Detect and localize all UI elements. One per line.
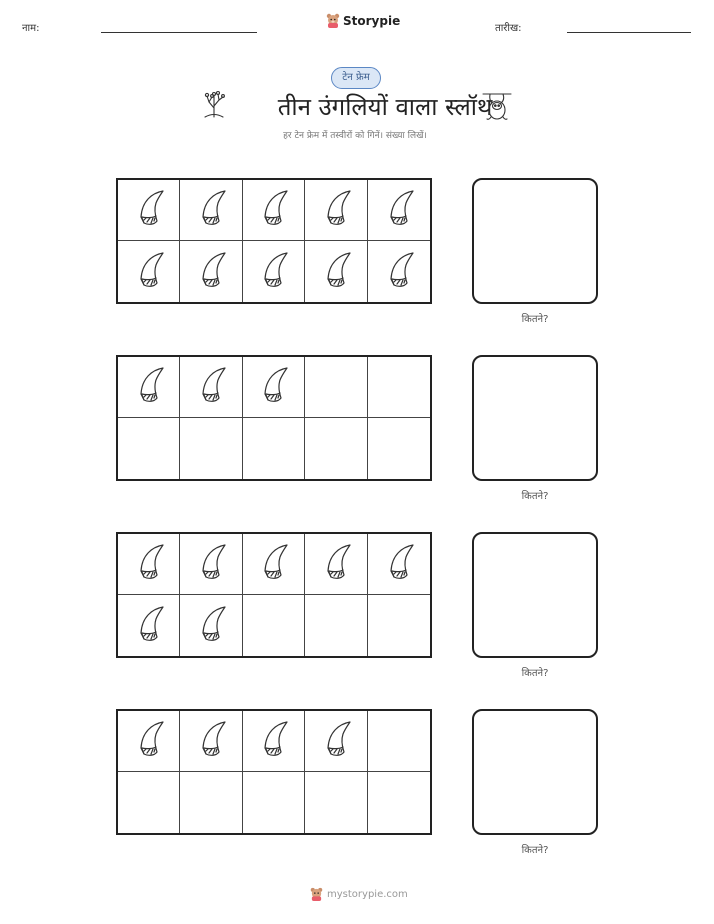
sloth-claw-icon	[130, 603, 168, 649]
date-field[interactable]	[567, 32, 691, 33]
ten-frame-4	[116, 709, 432, 835]
frame-cell	[243, 357, 305, 418]
storypie-bear-logo-icon	[310, 887, 323, 902]
worksheet-title: तीन उंगलियों वाला स्लॉथ	[277, 93, 493, 121]
sloth-claw-icon	[130, 249, 168, 295]
frame-cell	[180, 418, 242, 479]
date-label: तारीख:	[495, 23, 522, 34]
sloth-claw-icon	[130, 364, 168, 410]
frame-cell	[368, 772, 430, 833]
sloth-claw-icon	[254, 364, 292, 410]
footer	[310, 887, 408, 902]
coral-icon	[201, 90, 227, 120]
frame-cell	[368, 418, 430, 479]
ten-frame-1	[116, 178, 432, 304]
sloth-claw-icon	[192, 718, 230, 764]
frame-cell	[243, 180, 305, 241]
sloth-claw-icon	[254, 249, 292, 295]
topic-badge: टेन फ्रेम	[331, 67, 381, 89]
sloth-claw-icon	[192, 187, 230, 233]
answer-label-1: कितने?	[521, 314, 549, 325]
frame-cell	[305, 711, 367, 772]
frame-cell	[305, 180, 367, 241]
answer-label-4: कितने?	[521, 845, 549, 856]
frame-cell	[243, 711, 305, 772]
brand	[326, 13, 400, 29]
frame-cell	[118, 180, 180, 241]
sloth-claw-icon	[130, 718, 168, 764]
frame-cell	[368, 534, 430, 595]
frame-cell	[180, 711, 242, 772]
frame-cell	[180, 534, 242, 595]
sloth-claw-icon	[192, 364, 230, 410]
sloth-claw-icon	[192, 249, 230, 295]
frame-cell	[243, 241, 305, 302]
sloth-claw-icon	[317, 718, 355, 764]
sloth-claw-icon	[380, 249, 418, 295]
frame-cell	[368, 241, 430, 302]
frame-cell	[305, 772, 367, 833]
answer-box-1[interactable]	[472, 178, 598, 304]
frame-cell	[243, 595, 305, 656]
frame-cell	[368, 711, 430, 772]
frame-cell	[305, 241, 367, 302]
sloth-claw-icon	[380, 541, 418, 587]
sloth-claw-icon	[254, 187, 292, 233]
frame-cell	[243, 418, 305, 479]
storypie-bear-logo-icon	[326, 13, 340, 29]
sloth-icon	[481, 90, 513, 122]
brand-name: Storypie	[343, 14, 401, 28]
sloth-claw-icon	[130, 541, 168, 587]
frame-cell	[305, 534, 367, 595]
frame-cell	[118, 534, 180, 595]
sloth-claw-icon	[380, 187, 418, 233]
frame-cell	[118, 772, 180, 833]
frame-cell	[118, 711, 180, 772]
sloth-claw-icon	[254, 541, 292, 587]
frame-cell	[118, 595, 180, 656]
frame-cell	[305, 418, 367, 479]
frame-cell	[180, 241, 242, 302]
answer-label-3: कितने?	[521, 668, 549, 679]
frame-cell	[243, 772, 305, 833]
frame-cell	[118, 357, 180, 418]
frame-cell	[118, 418, 180, 479]
frame-cell	[180, 357, 242, 418]
frame-cell	[243, 534, 305, 595]
answer-label-2: कितने?	[521, 491, 549, 502]
frame-cell	[368, 357, 430, 418]
sloth-claw-icon	[192, 603, 230, 649]
frame-cell	[305, 595, 367, 656]
sloth-claw-icon	[130, 187, 168, 233]
name-field[interactable]	[101, 32, 257, 33]
footer-website: mystorypie.com	[327, 889, 408, 900]
answer-box-4[interactable]	[472, 709, 598, 835]
sloth-claw-icon	[192, 541, 230, 587]
name-label: नाम:	[22, 23, 40, 34]
sloth-claw-icon	[317, 541, 355, 587]
frame-cell	[180, 772, 242, 833]
ten-frame-2	[116, 355, 432, 481]
ten-frame-3	[116, 532, 432, 658]
frame-cell	[305, 357, 367, 418]
answer-box-2[interactable]	[472, 355, 598, 481]
answer-box-3[interactable]	[472, 532, 598, 658]
frame-cell	[180, 595, 242, 656]
frame-cell	[368, 595, 430, 656]
instructions: हर टेन फ्रेम में तस्वीरों को गिनें। संख्या लिखें।	[283, 131, 427, 141]
frame-cell	[118, 241, 180, 302]
frame-cell	[368, 180, 430, 241]
frame-cell	[180, 180, 242, 241]
sloth-claw-icon	[317, 249, 355, 295]
sloth-claw-icon	[317, 187, 355, 233]
sloth-claw-icon	[254, 718, 292, 764]
